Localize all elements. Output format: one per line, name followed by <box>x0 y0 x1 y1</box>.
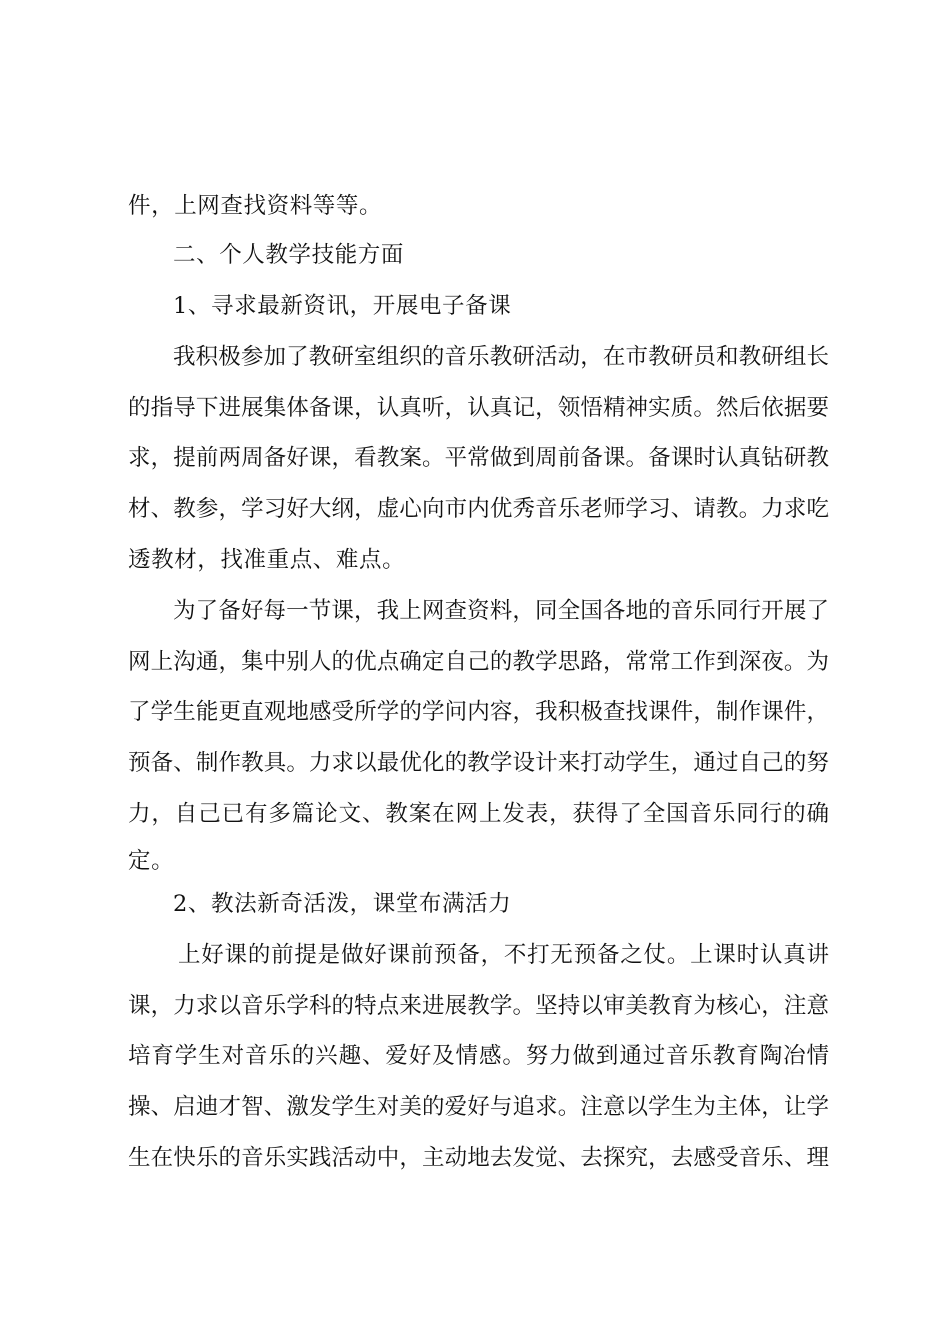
paragraph-2-line-6: 定。 <box>128 848 175 874</box>
text-line-continuation: 件，上网查找资料等等。 <box>128 193 383 219</box>
paragraph-1-line-1: 我积极参加了教研室组织的音乐教研活动，在市教研员和教研组长 <box>173 344 829 370</box>
paragraph-2-line-1: 为了备好每一节课，我上网查资料，同全国各地的音乐同行开展了 <box>173 598 829 624</box>
paragraph-1-line-3: 求，提前两周备好课，看教案。平常做到周前备课。备课时认真钻研教 <box>128 445 829 471</box>
paragraph-1-line-5: 透教材，找准重点、难点。 <box>128 547 406 573</box>
paragraph-1-line-4: 材、教参，学习好大纲，虚心向市内优秀音乐老师学习、请教。力求吃 <box>128 496 829 522</box>
subsection-heading-2: 2、教法新奇活泼，课堂布满活力 <box>173 891 512 917</box>
paragraph-3-line-2: 课，力求以音乐学科的特点来进展教学。坚持以审美教育为核心，注意 <box>128 993 829 1019</box>
paragraph-3-line-4: 操、启迪才智、激发学生对美的爱好与追求。注意以学生为主体，让学 <box>128 1094 829 1120</box>
paragraph-3-line-5: 生在快乐的音乐实践活动中，主动地去发觉、去探究，去感受音乐、理 <box>128 1145 829 1171</box>
paragraph-2-line-5: 力，自己已有多篇论文、教案在网上发表，获得了全国音乐同行的确 <box>128 801 829 827</box>
paragraph-2-line-2: 网上沟通，集中别人的优点确定自己的教学思路，常常工作到深夜。为 <box>128 649 829 675</box>
paragraph-2-line-4: 预备、制作教具。力求以最优化的教学设计来打动学生，通过自己的努 <box>128 750 829 776</box>
paragraph-1-line-2: 的指导下进展集体备课，认真听，认真记，领悟精神实质。然后依据要 <box>128 395 829 421</box>
subsection-heading-1: 1、寻求最新资讯，开展电子备课 <box>173 293 512 319</box>
paragraph-2-line-3: 了学生能更直观地感受所学的学问内容，我积极查找课件，制作课件， <box>128 699 829 725</box>
paragraph-3-line-3: 培育学生对音乐的兴趣、爱好及情感。努力做到通过音乐教育陶冶情 <box>128 1043 829 1069</box>
paragraph-3-line-1: 上好课的前提是做好课前预备，不打无预备之仗。上课时认真讲 <box>178 942 829 968</box>
section-heading: 二、个人教学技能方面 <box>173 242 405 268</box>
